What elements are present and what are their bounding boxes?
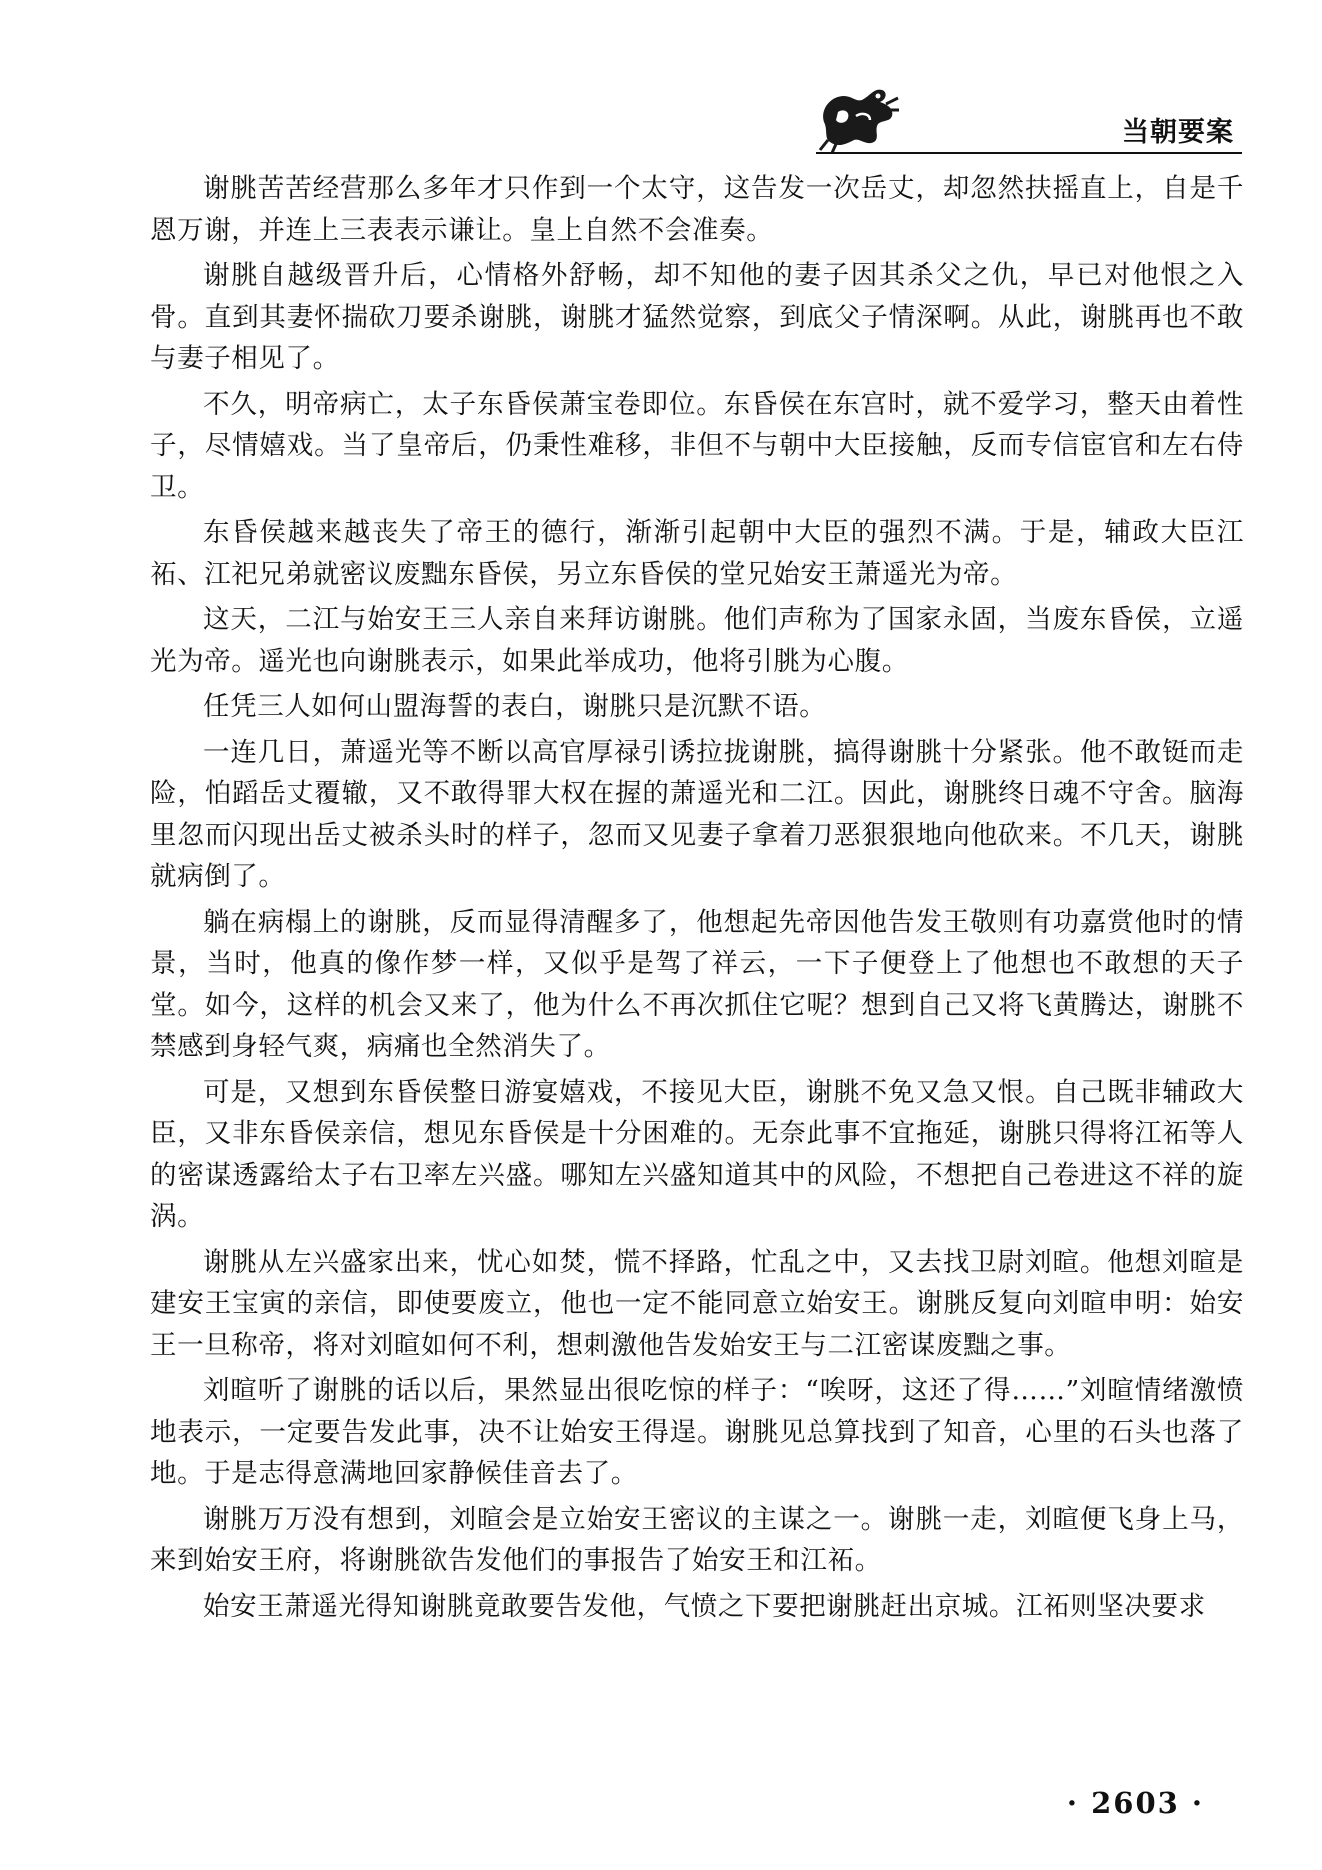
paragraph: 谢朓自越级晋升后，心情格外舒畅，却不知他的妻子因其杀父之仇，早已对他恨之入骨。直到其妻怀揣砍刀要杀谢朓，谢朓才猛然觉察，到底父子情深啊。从此，谢朓再也不敢与妻子相见了。 [150, 260, 1244, 374]
dragon-emblem-icon [816, 82, 900, 154]
paragraph: 任凭三人如何山盟海誓的表白，谢朓只是沉默不语。 [203, 691, 827, 722]
paragraph: 不久，明帝病亡，太子东昏侯萧宝卷即位。东昏侯在东宫时，就不爱学习，整天由着性子，尽情嬉戏。当了皇帝后，仍秉性难移，非但不与朝中大臣接触，反而专信宦官和左右侍卫。 [150, 388, 1244, 503]
paragraph: 刘暄听了谢朓的话以后，果然显出很吃惊的样子：“唉呀，这还了得……”刘暄情绪激愤地表示，一定要告发此事，决不让始安王得逞。谢朓见总算找到了知音，心里的石头也落了地。于是志得意满地回家静候佳音去了。 [150, 1375, 1244, 1489]
paragraph: 谢朓从左兴盛家出来，忧心如焚，慌不择路，忙乱之中，又去找卫尉刘暄。他想刘暄是建安王宝寅的亲信，即使要废立，他也一定不能同意立始安王。谢朓反复向刘暄申明：始安王一旦称帝，将对刘暄如何不利，想刺激他告发始安王与二江密谋废黜之事。 [150, 1246, 1244, 1361]
paragraph: 一连几日，萧遥光等不断以高官厚禄引诱拉拢谢朓，搞得谢朓十分紧张。他不敢铤而走险，怕蹈岳丈覆辙，又不敢得罪大权在握的萧遥光和二江。因此，谢朓终日魂不守舍。脑海里忽而闪现出岳丈被杀头时的样子，忽而又见妻子拿着刀恶狠狠地向他砍来。不几天，谢朓就病倒了。 [150, 736, 1244, 892]
paragraph: 东昏侯越来越丧失了帝王的德行，渐渐引起朝中大臣的强烈不满。于是，辅政大臣江祏、江祀兄弟就密议废黜东昏侯，另立东昏侯的堂兄始安王萧遥光为帝。 [150, 517, 1244, 590]
running-header-title: 当朝要案 [1122, 117, 1234, 148]
paragraph: 可是，又想到东昏侯整日游宴嬉戏，不接见大臣，谢朓不免又急又恨。自己既非辅政大臣，又非东昏侯亲信，想见东昏侯是十分困难的。无奈此事不宜拖延，谢朓只得将江祏等人的密谋透露给太子右卫率左兴盛。哪知左兴盛知道其中的风险，不想把自己卷进这不祥的旋涡。 [150, 1076, 1244, 1232]
page-number: · 2603 · [1066, 1786, 1204, 1820]
paragraph: 谢朓苦苦经营那么多年才只作到一个太守，这告发一次岳丈，却忽然扶摇直上，自是千恩万谢，并连上三表表示谦让。皇上自然不会准奏。 [150, 173, 1244, 246]
body-text [150, 168, 1244, 1631]
paragraph: 谢朓万万没有想到，刘暄会是立始安王密议的主谋之一。谢朓一走，刘暄便飞身上马，来到始安王府，将谢朓欲告发他们的事报告了始安王和江祏。 [150, 1503, 1244, 1576]
paragraph: 躺在病榻上的谢朓，反而显得清醒多了，他想起先帝因他告发王敬则有功嘉赏他时的情景，当时，他真的像作梦一样，又似乎是驾了祥云，一下子便登上了他想也不敢想的天子堂。如今，这样的机会又来了，他为什么不再次抓住它呢？想到自己又将飞黄腾达，谢朓不禁感到身轻气爽，病痛也全然消失了。 [150, 906, 1244, 1062]
paragraph: 始安王萧遥光得知谢朓竟敢要告发他，气愤之下要把谢朓赶出京城。江祏则坚决要求 [203, 1590, 1206, 1622]
paragraph: 这天，二江与始安王三人亲自来拜访谢朓。他们声称为了国家永固，当废东昏侯，立遥光为帝。遥光也向谢朓表示，如果此举成功，他将引朓为心腹。 [150, 604, 1244, 677]
header-rule [816, 152, 1242, 154]
